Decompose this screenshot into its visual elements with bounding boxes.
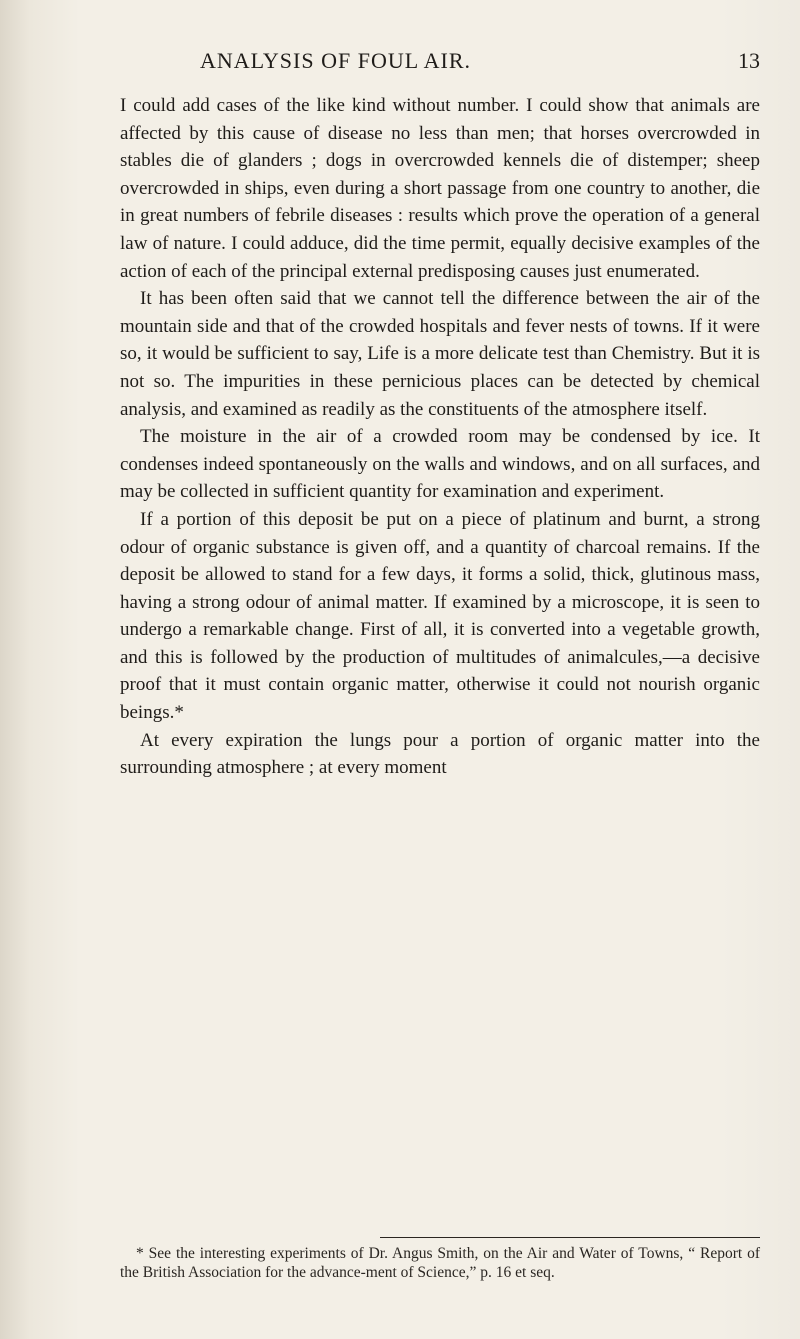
- footnote: * See the interesting experiments of Dr. Angus Smith, on the Air and Water of Towns, “ Report of the British Association for the advance-ment of Science,” p. 16 et seq.: [120, 1245, 760, 1281]
- paragraph: It has been often said that we cannot tell the difference between the air of the mountain side and that of the crowded hospitals and fever nests of towns. If it were so, it would be sufficient to say, Life is a more delicate test than Chemistry. But it is not so. The impurities in these pernicious places can be detected by chemical analysis, and examined as readily as the constituents of the atmosphere itself.: [120, 288, 760, 420]
- paragraph: The moisture in the air of a crowded room may be condensed by ice. It condenses indeed spontaneously on the walls and windows, and on all surfaces, and may be collected in sufficient quantity for examination and experiment.: [120, 426, 760, 503]
- paragraph: I could add cases of the like kind without number. I could show that animals are affected by this cause of disease no less than men; that horses overcrowded in stables die of glanders ; dogs in overcrowded kennels die of distemper; sheep overcrowded in ships, even during a short passage from one country to another, die in great numbers of febrile diseases : results which prove the operation of a general law of nature. I could adduce, did the time permit, equally decisive examples of the action of each of the principal external predisposing causes just enumerated.: [120, 95, 760, 282]
- body-text: [120, 92, 760, 782]
- paragraph: If a portion of this deposit be put on a piece of platinum and burnt, a strong odour of organic substance is given off, and a quantity of charcoal remains. If the deposit be allowed to stand for a few days, it forms a solid, thick, glutinous mass, having a strong odour of animal matter. If examined by a microscope, it is seen to undergo a remarkable change. First of all, it is converted into a vegetable growth, and this is followed by the production of multitudes of animalcules,—a decisive proof that it must contain organic matter, otherwise it could not nourish organic beings.*: [120, 508, 760, 724]
- page-header: [120, 48, 760, 88]
- paragraph: At every expiration the lungs pour a portion of organic matter into the surrounding atmosphere ; at every moment: [120, 729, 760, 779]
- running-head: ANALYSIS OF FOUL AIR.: [200, 48, 472, 73]
- page-number: 13: [738, 48, 760, 73]
- footnote-divider: [380, 1237, 760, 1238]
